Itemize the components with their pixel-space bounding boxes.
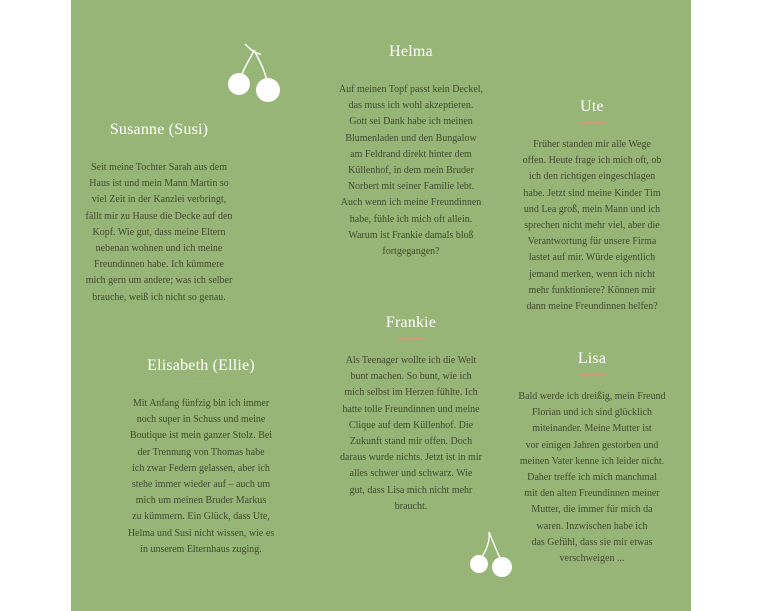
profile-text: Seit meine Tochter Sarah aus dem Haus ist und mein Mann Martin so viel Zeit in der Kanzlei verbringt, fällt mir zu Hause die Decke auf den Kopf. Wie gut, dass meine Eltern nebenan wohnen und ich meine Freundinnen habe. Ich kümmere mich gern um andere; was ich selber brauche, weiß ich nicht so genau. bbox=[85, 162, 233, 303]
profile-helma bbox=[311, 42, 511, 260]
divider bbox=[398, 67, 424, 68]
divider bbox=[579, 374, 605, 375]
profile-name: Ute bbox=[580, 98, 604, 115]
divider bbox=[579, 122, 605, 123]
profile-name: Helma bbox=[389, 43, 433, 60]
profile-susanne bbox=[71, 120, 265, 306]
profile-text: Mit Anfang fünfzig bin ich immer noch super in Schuss und meine Boutique ist mein ganzer Stolz. Bei der Trennung von Thomas habe ich zwar Federn gelassen, aber ich stehe immer wieder auf – auch um mich um meinen Bruder Markus zu kümmern. Ein Glück, dass Ute, Helma und Susi nicht wissen, wie es in unserem Elternhaus zuging. bbox=[127, 398, 275, 555]
divider bbox=[188, 381, 214, 382]
profile-lisa bbox=[491, 349, 691, 567]
divider bbox=[398, 338, 424, 339]
profile-name: Lisa bbox=[577, 350, 607, 367]
profile-text: Bald werde ich dreißig, mein Freund Florian und ich sind glücklich miteinander. Meine Mutter ist vor einigen Jahren gestorben und meinen Vater kenne ich leider nicht. Daher treffe ich mich manchmal mit den alten Freundinnen meiner Mutter, die immer für mich da waren. Inzwischen habe ich das Gefühl, dass sie mir etwas verschweigen ... bbox=[518, 391, 666, 565]
profile-ute bbox=[491, 97, 691, 315]
cherry-icon bbox=[221, 38, 291, 106]
profile-name: Susanne (Susi) bbox=[109, 121, 209, 138]
profile-text: Auf meinen Topf passt kein Deckel, das muss ich wohl akzeptieren. Gott sei Dank habe ich meinen Blumenladen und den Bungalow am Feldrand direkt hinter dem Küllenhof, in dem mein Bruder Norbert mit seiner Familie lebt. Auch wenn ich meine Freundinnen habe, fühle ich mich oft allein. Warum ist Frankie damals bloß fortgegangen? bbox=[338, 84, 484, 258]
book-page bbox=[71, 0, 691, 611]
profile-name: Frankie bbox=[385, 314, 437, 331]
profile-text: Als Teenager wollte ich die Welt bunt machen. So bunt, wie ich mich selbst im Herzen fühlte. Ich hatte tolle Freundinnen und meine Clique auf dem Küllenhof. Die Zukunft stand mir offen. Doch daraus wurde nichts. Jetzt ist in mir alles schwer und schwarz. Wie gut, dass Lisa mich nicht mehr braucht. bbox=[340, 355, 482, 512]
divider bbox=[146, 145, 172, 146]
profile-elisabeth bbox=[101, 356, 301, 558]
profile-name: Elisabeth (Ellie) bbox=[147, 357, 255, 374]
profile-text: Früher standen mir alle Wege offen. Heute frage ich mich oft, ob ich den richtigen eingeschlagen habe. Jetzt sind meine Kinder Tim und Lea groß, mein Mann und ich sprechen nicht mehr viel, aber die Verantwortung für unsere Firma lastet auf mir. Würde eigentlich jemand merken, wenn ich nicht mehr funktioniere? Können mir dann meine Freundinnen helfen? bbox=[522, 139, 662, 313]
profile-frankie bbox=[311, 313, 511, 515]
